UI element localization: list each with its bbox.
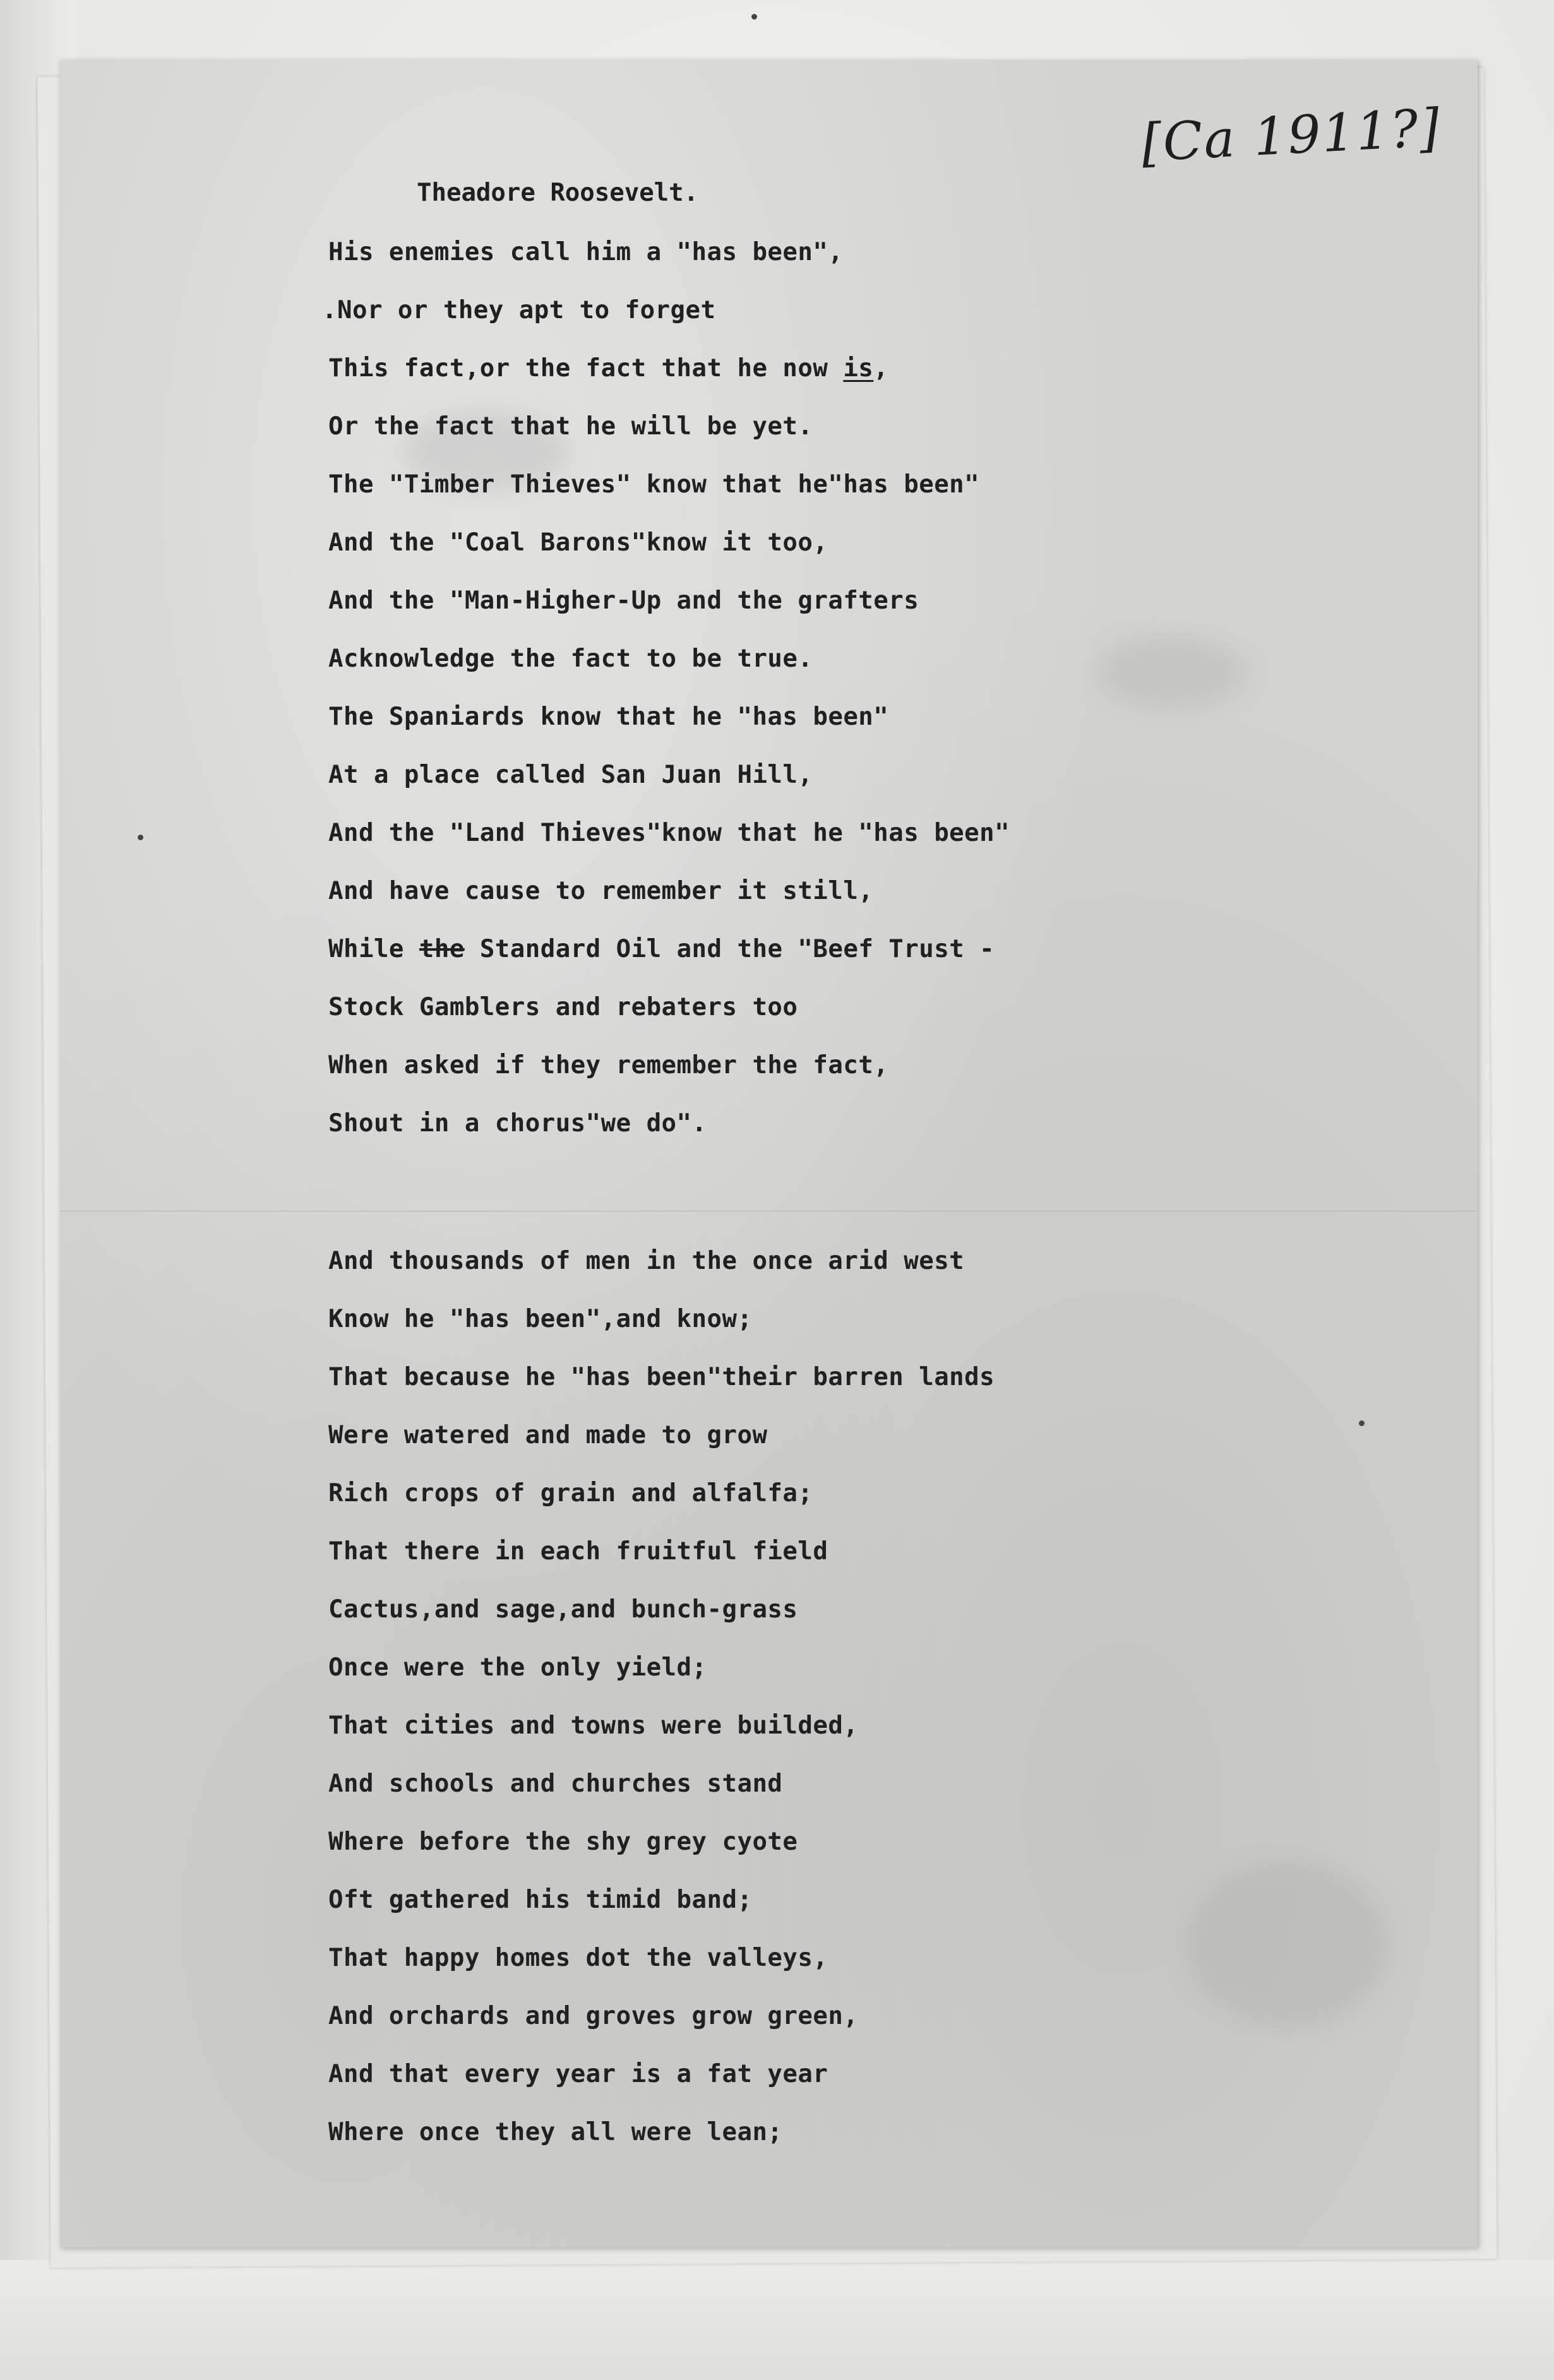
poem-line: When asked if they remember the fact, xyxy=(328,1051,889,1080)
poem-line: Were watered and made to grow xyxy=(328,1421,768,1449)
poem-line: The Spaniards know that he "has been" xyxy=(328,703,889,731)
poem-line: Cactus,and sage,and bunch-grass xyxy=(328,1595,798,1624)
poem-line: Shout in a chorus"we do". xyxy=(328,1109,707,1138)
line-text: This fact,or the fact that he now xyxy=(328,354,844,383)
poem-line: And the "Land Thieves"know that he "has been" xyxy=(328,819,1010,847)
poem-line: The "Timber Thieves" know that he"has been" xyxy=(328,470,980,499)
poem-line: His enemies call him a "has been", xyxy=(328,238,844,266)
poem-line: Where before the shy grey cyote xyxy=(328,1828,798,1856)
struck-out-word: the xyxy=(419,935,465,963)
underlined-word: is xyxy=(843,354,874,383)
poem-line: Once were the only yield; xyxy=(328,1653,707,1682)
poem-line: And that every year is a fat year xyxy=(328,2060,828,2088)
poem-line: And thousands of men in the once arid west xyxy=(328,1247,965,1275)
poem-line: And schools and churches stand xyxy=(328,1770,783,1798)
poem-line: That because he "has been"their barren lands xyxy=(328,1363,995,1391)
poem-line: And the "Coal Barons"know it too, xyxy=(328,528,828,557)
poem-line: And the "Man-Higher-Up and the grafters xyxy=(328,586,919,615)
poem-line: Or the fact that he will be yet. xyxy=(328,412,813,441)
poem-line: Where once they all were lean; xyxy=(328,2118,783,2146)
poem-line: Stock Gamblers and rebaters too xyxy=(328,993,798,1021)
poem-line xyxy=(328,354,888,390)
poem-line: At a place called San Juan Hill, xyxy=(328,761,813,789)
poem-title: Theadore Roosevelt. xyxy=(417,179,699,207)
poem-line xyxy=(328,935,995,970)
poem-line: Know he "has been",and know; xyxy=(328,1305,753,1333)
line-text: Standard Oil and the "Beef Trust - xyxy=(464,935,995,963)
poem-line: That there in each fruitful field xyxy=(328,1537,828,1566)
line-text: While xyxy=(328,935,419,963)
poem-line: Rich crops of grain and alfalfa; xyxy=(328,1479,813,1508)
poem-line: That happy homes dot the valleys, xyxy=(328,1944,828,1972)
poem-line: And have cause to remember it still, xyxy=(328,877,874,905)
poem-line: That cities and towns were builded, xyxy=(328,1711,859,1740)
poem-line: Oft gathered his timid band; xyxy=(328,1886,753,1914)
line-text: , xyxy=(873,354,889,383)
handwritten-date-annotation: [Ca 1911?] xyxy=(1140,98,1443,174)
poem-line: And orchards and groves grow green, xyxy=(328,2002,859,2030)
poem-line: Acknowledge the fact to be true. xyxy=(328,645,813,673)
poem-line: .Nor or they apt to forget xyxy=(322,296,716,324)
